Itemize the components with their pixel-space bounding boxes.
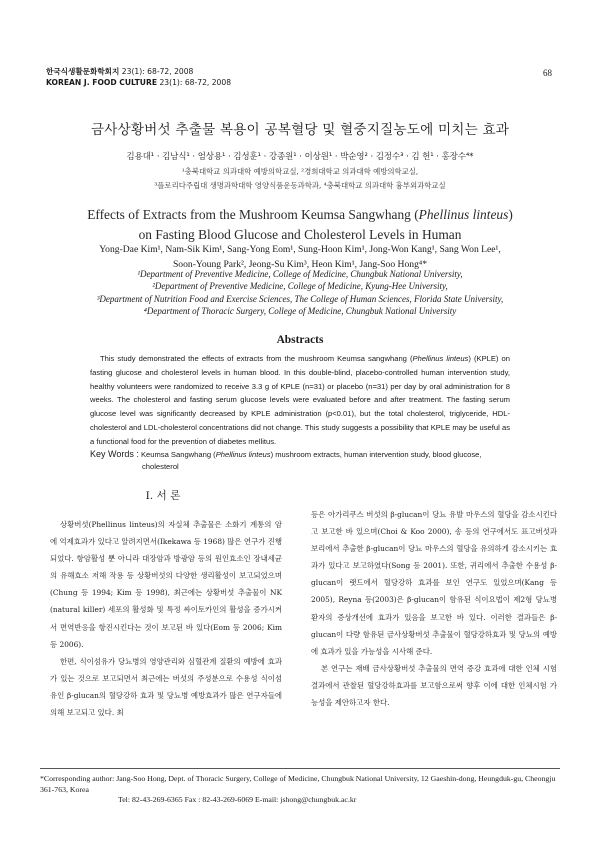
footnote-rule (40, 768, 560, 769)
section-title-introduction: I. 서 론 (145, 490, 181, 502)
affiliation-english-3: ³Department of Nutrition Food and Exercise Sciences, The College of Human Sciences, Florida State University, (96, 293, 504, 304)
left-column (50, 516, 282, 721)
journal-name-kr: 한국식생활문화학회지 (46, 67, 120, 76)
abstract-species: Phellinus linteus (412, 354, 469, 363)
affiliations-english (40, 268, 560, 318)
footnote-contact: Tel: 82-43-269-6365 Fax : 82-43-269-6069 E-mail: jshong@chungbuk.ac.kr (118, 795, 357, 805)
right-paragraph-2: 본 연구는 재배 금사상황버섯 추출물의 면역 증강 효과에 대한 인체 시험 결과에서 관찰된 혈당강하효과를 보고함으로써 향후 이에 대한 인체시험 가능성을 제안하고자 한다. (311, 663, 557, 708)
title-english-species: Phellinus linteus (418, 207, 509, 222)
keywords (90, 448, 510, 473)
right-column (311, 506, 557, 711)
abstract-text-part2: ) (KPLE) on fasting glucose and cholesterol levels in human blood. In this double-blind, placebo-controlled human intervention study, healthy volunteers were randomized to receive 3.3 g of KPLE (n=31) or placebo (n=31) per day by oral administration for 8 weeks. The cholesterol and fasting serum glucose levels were evaluated before and after treatment. The fasting serum glucose level was significantly decreased by KPLE administration (p<0.01), but the total cholesterol, triglyceride, HDL-cholesterol and LDL-cholesterol concentrations did not change. This study suggests a possibility that KPLE may be useful as a functional food for the prevention of diabetes mellitus. (90, 354, 510, 446)
abstract-heading: Abstracts (276, 334, 324, 346)
affiliation-korean-2: ³플로리다주립대 생명과학대학 영양식품운동과학과, ⁴충북대학교 의과대학 흉부외과학교실 (154, 181, 446, 190)
keywords-species: Phellinus linteus (215, 450, 271, 459)
keywords-label: Key Words : (90, 449, 139, 459)
journal-name-en: KOREAN J. FOOD CULTURE (46, 78, 158, 87)
right-paragraph-1: 등은 아가리쿠스 버섯의 β-glucan이 당뇨 유발 마우스의 혈당을 감소시킨다고 보고한 바 있으며(Choi & Koo 2000), 송 등의 연구에서도 표고버섯과 보리에서 추출한 β-glucan이 당뇨 마우스의 혈당을 유의하게 감소시키는 효과가 있다고 보고하였다(Song 등 2001). 또한, 귀리에서 추출한 수용성 β-glucan이 랫드에서 혈당강하 효과를 보인 연구도 있었으며(Kang 등 2005), Reyna 등(2003)은 β-glucan이 함유된 식이요법이 제2형 당뇨병환자의 증상개선에 효과가 있음을 보고한 바 있다. 이러한 결과들은 β-glucan이 다량 함유된 금사상황버섯 추출물이 혈당강하효과 및 당뇨의 예방에 효과가 있을 가능성을 시사해 준다. (311, 510, 557, 656)
journal-volume-en: 23(1): 68-72, 2008 (159, 78, 232, 87)
keywords-part2: ) mushroom extracts, human intervention study, blood glucose, (270, 450, 482, 459)
journal-volume-kr: 23(1): 68-72, 2008 (121, 67, 194, 76)
left-paragraph-1: 상황버섯(Phellinus linteus)의 자실체 추출물은 소화기 계통의 암에 억제효과가 있다고 알려지면서(Ikekawa 등 1968) 많은 연구가 진행되었다. 항암활성 뿐 아니라 대장암과 방광암 등의 원인효소인 장내세균의 유해효소 저해 작용 등 상황버섯의 다양한 생리활성이 보고되었으며(Chung 등 1994; Kim 등 1998), 최근에는 상황버섯 추출물이 NK (natural killer) 세포의 활성화 및 특정 싸이토카인의 활성을 증가시켜서 면역반응을 항진시킨다는 것이 보고된 바 있다(Eom 등 2006; Kim 등 2006). (50, 520, 282, 649)
journal-header (46, 66, 231, 88)
title-english-part1-end: ) (508, 207, 513, 222)
abstract-text (90, 352, 510, 449)
authors-english-line1: Yong-Dae Kim¹, Nam-Sik Kim¹, Sang-Yong Eom¹, Sung-Hoon Kim¹, Jong-Won Kang¹, Sang Won Lee¹, (99, 244, 501, 255)
keywords-part3: cholesterol (142, 462, 179, 471)
abstract-text-part1: This study demonstrated the effects of extracts from the mushroom Keumsa sangwhang ( (100, 354, 413, 363)
left-paragraph-2: 한편, 식이섬유가 당뇨병의 영양관리와 심혈관계 질환의 예방에 효과가 있는 것으로 보고되면서 최근에는 버섯의 주성분으로 수용성 식이섬유인 β-glucan의 혈당강하 효과 및 당뇨병 예방효과가 많은 연구자들에 의해 보고되고 있다. 최 (50, 656, 282, 718)
page-number: 68 (543, 68, 552, 78)
authors-korean: 김용대¹ · 김남식¹ · 엄상용¹ · 김성훈¹ · 강종원¹ · 이상원¹ · 박순영² · 김정수³ · 김 헌¹ · 홍장수⁴* (126, 151, 474, 161)
authors-english-line2: Soon-Young Park², Jeong-Su Kim³, Heon Kim¹, Jang-Soo Hong⁴* (172, 259, 428, 270)
footnote-corresponding: *Corresponding author: Jang-Soo Hong, Dept. of Thoracic Surgery, College of Medicine, Chungbuk National University, 12 Gaeshin-dong, Heungduk-gu, Cheongju 361-763, Korea (40, 774, 556, 794)
affiliation-english-2: ²Department of Preventive Medicine, College of Medicine, Kyung-Hee University, (152, 281, 448, 292)
title-english-part1: Effects of Extracts from the Mushroom Keumsa Sangwhang ( (87, 207, 419, 222)
affiliation-korean-1: ¹충북대학교 의과대학 예방의학교실, ²경희대학교 의과대학 예방의학교실, (181, 167, 419, 176)
footnote (40, 774, 560, 806)
title-korean: 금사상황버섯 추출물 복용이 공복혈당 및 혈중지질농도에 미치는 효과 (90, 122, 510, 138)
affiliation-english-1: ¹Department of Preventive Medicine, College of Medicine, Chungbuk National University, (137, 269, 463, 279)
keywords-part1: Keumsa Sangwhang ( (138, 450, 216, 459)
title-english-part2: on Fasting Blood Glucose and Cholesterol Levels in Human (138, 227, 462, 242)
affiliation-english-4: ⁴Department of Thoracic Surgery, College of Medicine, Chungbuk National University (143, 306, 457, 317)
title-english (0, 205, 600, 245)
